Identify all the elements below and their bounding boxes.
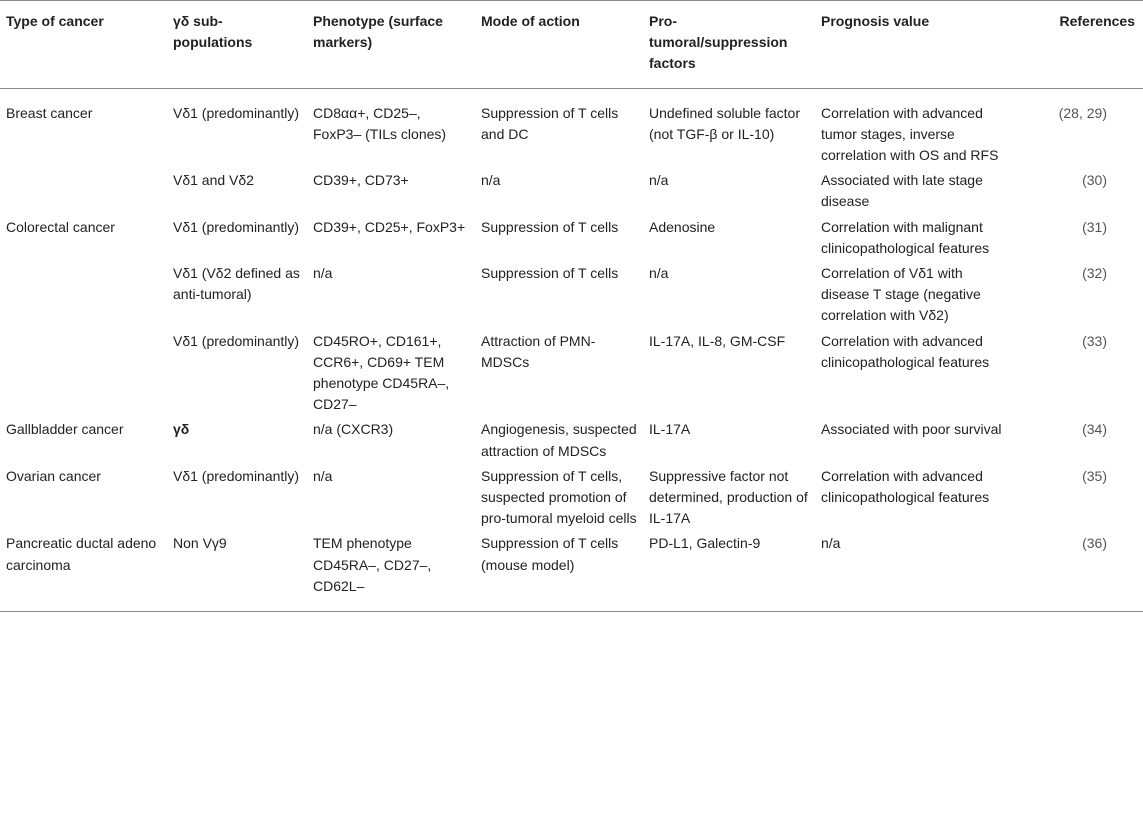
cell-subpopulation: Vδ1 (predominantly) <box>173 332 300 349</box>
cell-cancer-type <box>0 170 167 216</box>
cell-phenotype: CD39+, CD25+, FoxP3+ <box>313 218 466 235</box>
ref-paren-open: ( <box>1082 467 1087 484</box>
cell-factors: Undefined soluble factor (not TGF-β or IL-10) <box>649 104 800 142</box>
cell-mode-of-action: Angiogenesis, suspected attraction of MDSCs <box>481 421 637 459</box>
table-row <box>0 263 1143 331</box>
reference-link[interactable]: 30 <box>1086 172 1103 189</box>
ref-paren-open: ( <box>1082 332 1087 349</box>
table-row <box>0 170 1143 216</box>
cell-factors: Suppressive factor not determined, production of IL-17A <box>649 467 808 527</box>
ref-paren-close: ) <box>1102 104 1107 121</box>
header-phenotype: Phenotype (surface markers) <box>307 1 475 89</box>
ref-paren-open: ( <box>1082 265 1087 282</box>
cell-prognosis: Correlation of Vδ1 with disease T stage (negative correlation with Vδ2) <box>821 265 981 324</box>
cell-factors: IL-17A, IL-8, GM-CSF <box>649 332 786 349</box>
reference-link[interactable]: 36 <box>1086 535 1103 552</box>
reference-link[interactable]: 32 <box>1086 265 1103 282</box>
cell-cancer-type <box>0 331 167 420</box>
header-factors: Pro-tumoral/suppression factors <box>643 1 815 89</box>
cell-subpopulation: Vδ1 (predominantly) <box>173 218 300 235</box>
cell-references <box>1018 419 1143 465</box>
ref-paren-close: ) <box>1102 265 1107 282</box>
cell-cancer-type: Pancreatic ductal adeno carcinoma <box>0 533 167 611</box>
cell-cancer-type: Colorectal cancer <box>6 218 115 235</box>
cell-cancer-type: Gallbladder cancer <box>6 421 124 438</box>
reference-link[interactable]: 34 <box>1086 421 1103 438</box>
cell-subpopulation: Vδ1 (predominantly) <box>173 104 300 121</box>
cell-prognosis: Correlation with advanced clinicopathological features <box>821 467 990 506</box>
cell-mode-of-action: n/a <box>481 172 501 189</box>
cell-prognosis: n/a <box>815 533 1018 611</box>
cell-prognosis: Correlation with malignant clinicopathological features <box>821 218 990 256</box>
header-prognosis: Prognosis value <box>815 1 1018 89</box>
table-row <box>0 419 1143 465</box>
ref-paren-open: ( <box>1058 104 1064 121</box>
cell-mode-of-action: Suppression of T cells, suspected promotion of pro-tumoral myeloid cells <box>481 467 637 527</box>
cell-references <box>1018 466 1143 534</box>
cell-cancer-type <box>0 263 167 331</box>
ref-paren-close: ) <box>1102 535 1107 552</box>
cell-prognosis: Correlation with advanced clinicopathological features <box>821 332 990 370</box>
cell-phenotype: n/a (CXCR3) <box>313 421 394 438</box>
table-row <box>0 331 1143 420</box>
cell-cancer-type: Ovarian cancer <box>6 467 101 484</box>
cell-cancer-type: Breast cancer <box>6 104 93 121</box>
ref-paren-open: ( <box>1082 535 1087 552</box>
reference-link[interactable]: 29 <box>1086 104 1103 121</box>
header-mode-of-action: Mode of action <box>475 1 643 89</box>
cell-subpopulation: Vδ1 (predominantly) <box>173 467 300 484</box>
ref-paren-open: ( <box>1082 172 1087 189</box>
cell-prognosis: Associated with poor survival <box>821 421 1002 438</box>
header-subpopulations: γδ sub-populations <box>167 1 307 89</box>
ref-paren-close: ) <box>1102 467 1107 484</box>
cell-mode-of-action: Suppression of T cells <box>481 218 619 235</box>
cell-phenotype: n/a <box>313 265 333 282</box>
cell-mode-of-action: Suppression of T cells (mouse model) <box>475 533 643 611</box>
header-references: References <box>1018 1 1143 89</box>
header-type-of-cancer: Type of cancer <box>0 1 167 89</box>
cell-references: (28, 29) <box>1058 104 1107 121</box>
table-row <box>0 88 1143 170</box>
ref-paren-open: ( <box>1082 421 1087 438</box>
cell-prognosis: Associated with late stage disease <box>821 172 983 210</box>
cell-phenotype: CD45RO+, CD161+, CCR6+, CD69+ TEM phenotype CD45RA–, CD27– <box>313 332 450 413</box>
reference-link[interactable]: 33 <box>1086 332 1103 349</box>
cell-subpopulation: γδ <box>173 421 190 438</box>
cell-references <box>1018 217 1143 263</box>
reference-link[interactable]: 35 <box>1086 467 1103 484</box>
ref-paren-close: ) <box>1102 172 1107 189</box>
cell-phenotype: n/a <box>313 467 333 484</box>
cell-mode-of-action: Attraction of PMN-MDSCs <box>481 332 596 370</box>
ref-paren-close: ) <box>1102 218 1107 235</box>
table-row <box>0 217 1143 263</box>
cell-factors: Adenosine <box>649 218 716 235</box>
table-row <box>0 466 1143 534</box>
cell-factors: IL-17A <box>649 421 691 438</box>
cell-references <box>1018 331 1143 420</box>
table-body <box>0 88 1143 611</box>
table-row <box>0 533 1143 611</box>
cell-phenotype: CD8αα+, CD25–, FoxP3– (TILs clones) <box>313 104 447 142</box>
cell-subpopulation: Vδ1 (Vδ2 defined as anti-tumoral) <box>173 265 300 303</box>
cell-mode-of-action: Suppression of T cells <box>481 265 619 282</box>
reference-link[interactable]: 31 <box>1086 218 1103 235</box>
ref-paren-open: ( <box>1082 218 1087 235</box>
header-row <box>0 1 1143 89</box>
cell-mode-of-action: Suppression of T cells and DC <box>481 104 619 142</box>
table-header <box>0 1 1143 89</box>
cell-factors: n/a <box>649 172 669 189</box>
cell-factors: n/a <box>649 265 669 282</box>
cell-prognosis: Correlation with advanced tumor stages, inverse correlation with OS and RFS <box>821 104 999 164</box>
cell-factors: PD-L1, Galectin-9 <box>643 533 815 611</box>
reference-link[interactable]: 28 <box>1063 104 1079 121</box>
cell-subpopulation: Vδ1 and Vδ2 <box>173 172 254 189</box>
cell-references <box>1018 533 1143 611</box>
cell-phenotype: TEM phenotype CD45RA–, CD27–, CD62L– <box>307 533 475 611</box>
cell-references <box>1018 263 1143 331</box>
cell-phenotype: CD39+, CD73+ <box>313 172 409 189</box>
ref-paren-close: ) <box>1102 332 1107 349</box>
cell-subpopulation: Non Vγ9 <box>167 533 307 611</box>
cell-references <box>1018 170 1143 216</box>
ref-paren-close: ) <box>1102 421 1107 438</box>
